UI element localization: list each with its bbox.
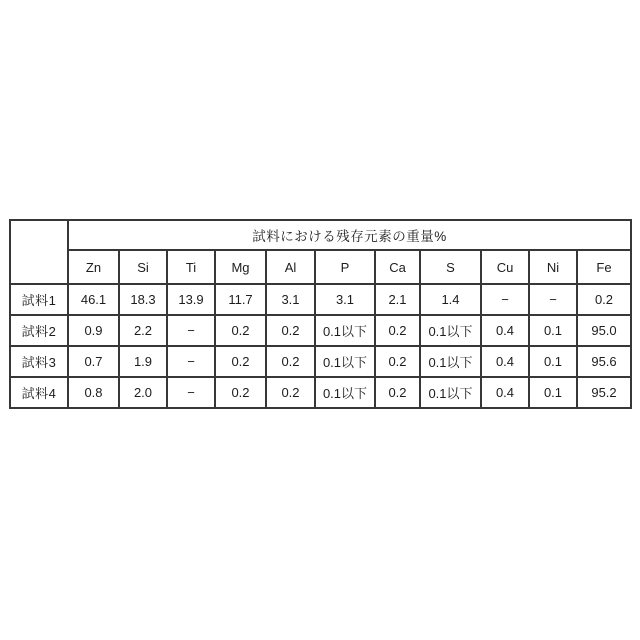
row-label-sample3: 試料3 [10, 346, 68, 377]
cell-sample4-cu: 0.4 [481, 377, 529, 408]
cell-sample2-cu: 0.4 [481, 315, 529, 346]
table-row-sample1 [10, 284, 631, 315]
column-header-si: Si [119, 250, 167, 284]
cell-sample1-si: 18.3 [119, 284, 167, 315]
cell-sample2-s: 0.1以下 [420, 315, 481, 346]
cell-sample2-fe: 95.0 [577, 315, 631, 346]
cell-sample3-ca: 0.2 [375, 346, 420, 377]
cell-sample3-fe: 95.6 [577, 346, 631, 377]
cell-sample3-zn: 0.7 [68, 346, 119, 377]
cell-sample4-zn: 0.8 [68, 377, 119, 408]
cell-sample2-zn: 0.9 [68, 315, 119, 346]
column-header-zn: Zn [68, 250, 119, 284]
column-header-mg: Mg [215, 250, 266, 284]
cell-sample2-ni: 0.1 [529, 315, 577, 346]
cell-sample1-p: 3.1 [315, 284, 375, 315]
row-label-sample2: 試料2 [10, 315, 68, 346]
cell-sample3-s: 0.1以下 [420, 346, 481, 377]
table-row-sample4 [10, 377, 631, 408]
cell-sample4-s: 0.1以下 [420, 377, 481, 408]
column-header-al: Al [266, 250, 315, 284]
row-label-sample4: 試料4 [10, 377, 68, 408]
column-header-ni: Ni [529, 250, 577, 284]
cell-sample1-zn: 46.1 [68, 284, 119, 315]
cell-sample4-si: 2.0 [119, 377, 167, 408]
cell-sample3-ni: 0.1 [529, 346, 577, 377]
cell-sample1-al: 3.1 [266, 284, 315, 315]
cell-sample2-si: 2.2 [119, 315, 167, 346]
table-title: 試料における残存元素の重量% [68, 220, 631, 250]
cell-sample1-fe: 0.2 [577, 284, 631, 315]
cell-sample1-ca: 2.1 [375, 284, 420, 315]
column-header-cu: Cu [481, 250, 529, 284]
cell-sample4-ti: − [167, 377, 215, 408]
cell-sample2-ca: 0.2 [375, 315, 420, 346]
cell-sample2-p: 0.1以下 [315, 315, 375, 346]
corner-cell [10, 220, 68, 284]
cell-sample4-al: 0.2 [266, 377, 315, 408]
cell-sample4-fe: 95.2 [577, 377, 631, 408]
cell-sample3-si: 1.9 [119, 346, 167, 377]
column-header-s: S [420, 250, 481, 284]
cell-sample3-ti: − [167, 346, 215, 377]
column-header-p: P [315, 250, 375, 284]
column-header-ti: Ti [167, 250, 215, 284]
cell-sample1-s: 1.4 [420, 284, 481, 315]
cell-sample2-mg: 0.2 [215, 315, 266, 346]
table-title-row [10, 220, 631, 250]
cell-sample3-mg: 0.2 [215, 346, 266, 377]
table-row-sample2 [10, 315, 631, 346]
table-row-sample3 [10, 346, 631, 377]
column-header-fe: Fe [577, 250, 631, 284]
cell-sample4-ni: 0.1 [529, 377, 577, 408]
cell-sample3-cu: 0.4 [481, 346, 529, 377]
column-header-row [10, 250, 631, 284]
cell-sample4-mg: 0.2 [215, 377, 266, 408]
cell-sample1-mg: 11.7 [215, 284, 266, 315]
column-header-ca: Ca [375, 250, 420, 284]
cell-sample3-al: 0.2 [266, 346, 315, 377]
cell-sample1-ti: 13.9 [167, 284, 215, 315]
cell-sample3-p: 0.1以下 [315, 346, 375, 377]
cell-sample2-ti: − [167, 315, 215, 346]
residual-elements-table [9, 219, 632, 409]
cell-sample1-ni: − [529, 284, 577, 315]
cell-sample1-cu: − [481, 284, 529, 315]
cell-sample4-ca: 0.2 [375, 377, 420, 408]
row-label-sample1: 試料1 [10, 284, 68, 315]
cell-sample2-al: 0.2 [266, 315, 315, 346]
cell-sample4-p: 0.1以下 [315, 377, 375, 408]
